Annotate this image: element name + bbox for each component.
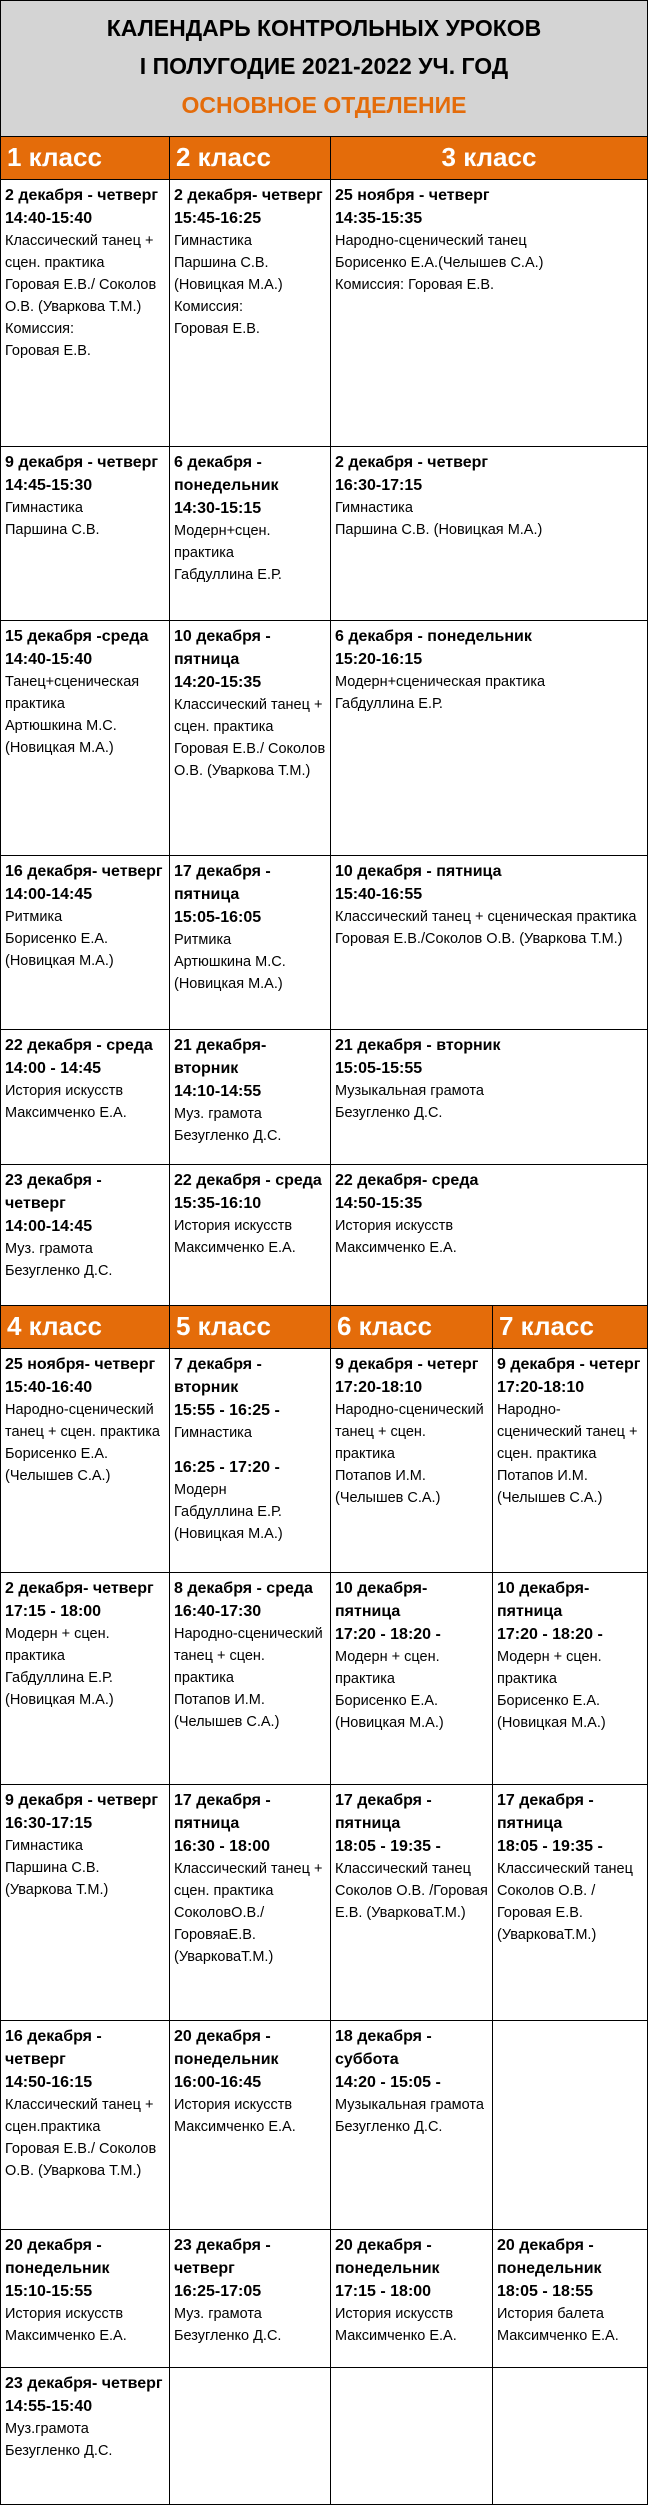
schedule-cell xyxy=(492,2020,648,2230)
exam-time: 18:05 - 19:35 - xyxy=(497,1838,603,1855)
column-header-4-class: 4 класс xyxy=(0,1305,170,1349)
schedule-cell xyxy=(169,1029,331,1165)
exam-details: Народно-сценический танец Борисенко Е.А.(Челышев С.А.) Комиссия: Горовая Е.В. xyxy=(335,233,544,293)
exam-date: 22 декабря - среда xyxy=(174,1172,322,1189)
exam-date: 7 декабря - вторник xyxy=(174,1356,262,1396)
schedule-cell xyxy=(0,446,170,621)
exam-time: 15:40-16:55 xyxy=(335,886,423,903)
exam-date: 20 декабря - понедельник xyxy=(497,2237,602,2277)
exam-time: 14:00 - 14:45 xyxy=(5,1060,102,1077)
schedule-cell xyxy=(330,620,648,856)
exam-date: 18 декабря - суббота xyxy=(335,2028,432,2068)
exam-time: 14:20-15:35 xyxy=(174,674,262,691)
exam-details: Ритмика Артюшкина М.С. (Новицкая М.А.) xyxy=(174,932,286,992)
schedule-cell xyxy=(169,1348,331,1573)
schedule-cell xyxy=(169,1572,331,1785)
exam-date: 20 декабря - понедельник xyxy=(5,2237,110,2277)
exam-time: 14:50-16:15 xyxy=(5,2074,93,2091)
schedule-cell xyxy=(0,2020,170,2230)
exam-date: 17 декабря - пятница xyxy=(174,863,271,903)
exam-details: Гимнастика Паршина С.В. (Уваркова Т.М.) xyxy=(5,1838,109,1898)
exam-date: 10 декабря- пятница xyxy=(497,1580,590,1620)
schedule-cell xyxy=(330,1572,493,1785)
exam-time: 15:10-15:55 xyxy=(5,2283,93,2300)
exam-details: Народно-сценический танец + сцен. практика Потапов И.М. (Челышев С.А.) xyxy=(174,1626,323,1730)
schedule-cell xyxy=(169,179,331,447)
exam-details: Муз. грамота Безугленко Д.С. xyxy=(174,2306,282,2344)
exam-details: Народно-сценический танец + сцен. практика Потапов И.М. (Челышев С.А.) xyxy=(335,1402,484,1506)
exam-date: 10 декабря - пятница xyxy=(174,628,271,668)
exam-details: История искусств Максимченко Е.А. xyxy=(174,2097,296,2135)
schedule-cell xyxy=(169,2020,331,2230)
exam-time: 14:45-15:30 xyxy=(5,477,93,494)
exam-details: Классический танец + сцен. практика СоколовО.В./ ГоровяаЕ.В. (УварковаТ.М.) xyxy=(174,1861,323,1965)
exam-details: Муз. грамота Безугленко Д.С. xyxy=(174,1106,282,1144)
exam-time: 17:15 - 18:00 xyxy=(335,2283,432,2300)
exam-time: 16:40-17:30 xyxy=(174,1603,262,1620)
exam-date: 16 декабря - четверг xyxy=(5,2028,102,2068)
schedule-cell xyxy=(0,2229,170,2368)
exam-date: 6 декабря - понедельник xyxy=(335,628,532,645)
schedule-cell xyxy=(492,2367,648,2505)
exam-details: Гимнастика Паршина С.В. (Новицкая М.А.) Комиссия: Горовая Е.В. xyxy=(174,233,283,337)
exam-date: 2 декабря- четверг xyxy=(174,187,323,204)
exam-date: 20 декабря - понедельник xyxy=(174,2028,279,2068)
exam-time: 17:20-18:10 xyxy=(497,1379,585,1396)
schedule-cell xyxy=(330,855,648,1030)
schedule-cell xyxy=(330,2020,493,2230)
schedule-cell xyxy=(0,1784,170,2021)
exam-time: 15:20-16:15 xyxy=(335,651,423,668)
exam-date: 9 декабря - четверг xyxy=(5,1792,159,1809)
schedule-cell xyxy=(0,1572,170,1785)
title-line-1: КАЛЕНДАРЬ КОНТРОЛЬНЫХ УРОКОВ xyxy=(106,15,542,41)
schedule-cell xyxy=(330,1029,648,1165)
schedule-cell xyxy=(169,620,331,856)
exam-date: 15 декабря -среда xyxy=(5,628,149,645)
exam-date: 8 декабря - среда xyxy=(174,1580,313,1597)
exam-time: 17:20 - 18:20 - xyxy=(497,1626,603,1643)
exam-date: 21 декабря - вторник xyxy=(335,1037,501,1054)
exam-details: История искусств Максимченко Е.А. xyxy=(335,2306,457,2344)
exam-time: 16:30 - 18:00 xyxy=(174,1838,271,1855)
column-header-1-class: 1 класс xyxy=(0,136,170,180)
exam-time: 14:55-15:40 xyxy=(5,2398,93,2415)
exam-date: 2 декабря - четверг xyxy=(335,454,489,471)
schedule-cell xyxy=(330,446,648,621)
exam-details: Классический танец + сцен. практика Горовая Е.В./ Соколов О.В. (Уваркова Т.М.) Комиссия: Горовая Е.В. xyxy=(5,233,157,359)
exam-time: 16:30-17:15 xyxy=(5,1815,93,1832)
exam-details: Муз. грамота Безугленко Д.С. xyxy=(5,1241,113,1279)
exam-details: Классический танец Соколов О.В. /Горовая Е.В. (УварковаТ.М.) xyxy=(335,1861,488,1921)
exam-time: 14:30-15:15 xyxy=(174,500,262,517)
column-header-2-class: 2 класс xyxy=(169,136,331,180)
schedule-cell xyxy=(330,1784,493,2021)
exam-time: 16:00-16:45 xyxy=(174,2074,262,2091)
exam-time: 14:40-15:40 xyxy=(5,651,93,668)
exam-time-2: 16:25 - 17:20 - xyxy=(174,1459,280,1476)
schedule-cell xyxy=(492,1572,648,1785)
exam-date: 17 декабря - пятница xyxy=(497,1792,594,1832)
schedule-cell xyxy=(0,1164,170,1306)
schedule-cell xyxy=(169,1164,331,1306)
exam-details: История искусств Максимченко Е.А. xyxy=(5,1083,127,1121)
exam-details: Муз.грамота Безугленко Д.С. xyxy=(5,2421,113,2459)
column-header-5-class: 5 класс xyxy=(169,1305,331,1349)
exam-details: Ритмика Борисенко Е.А. (Новицкая М.А.) xyxy=(5,909,114,969)
schedule-cell xyxy=(0,2367,170,2505)
exam-date: 9 декабря - четверг xyxy=(5,454,159,471)
exam-date: 10 декабря - пятница xyxy=(335,863,502,880)
exam-details: История искусств Максимченко Е.А. xyxy=(174,1218,296,1256)
column-header-6-class: 6 класс xyxy=(330,1305,493,1349)
schedule-cell xyxy=(330,1164,648,1306)
exam-time: 15:55 - 16:25 - xyxy=(174,1402,280,1419)
exam-time: 14:40-15:40 xyxy=(5,210,93,227)
schedule-cell xyxy=(330,2229,493,2368)
exam-time: 14:10-14:55 xyxy=(174,1083,262,1100)
exam-details: Гимнастика xyxy=(174,1425,252,1441)
schedule-cell xyxy=(330,2367,493,2505)
schedule-cell xyxy=(169,855,331,1030)
spacer xyxy=(174,1444,327,1456)
exam-date: 23 декабря - четверг xyxy=(5,1172,102,1212)
exam-time: 15:05-15:55 xyxy=(335,1060,423,1077)
exam-details: Модерн + сцен. практика Борисенко Е.А. (Новицкая М.А.) xyxy=(335,1649,444,1731)
exam-time: 14:50-15:35 xyxy=(335,1195,423,1212)
exam-date: 22 декабря- среда xyxy=(335,1172,479,1189)
schedule-cell xyxy=(492,2229,648,2368)
exam-time: 17:20 - 18:20 - xyxy=(335,1626,441,1643)
exam-date: 2 декабря - четверг xyxy=(5,187,159,204)
schedule-cell xyxy=(169,446,331,621)
schedule-cell xyxy=(0,179,170,447)
exam-details: Классический танец Соколов О.В. /Горовая Е.В. (УварковаТ.М.) xyxy=(497,1861,633,1943)
exam-details: Модерн + сцен. практика Габдуллина Е.Р. (Новицкая М.А.) xyxy=(5,1626,114,1708)
exam-time: 14:20 - 15:05 - xyxy=(335,2074,441,2091)
schedule-cell xyxy=(0,620,170,856)
exam-details: Модерн+сценическая практика Габдуллина Е.Р. xyxy=(335,674,546,712)
schedule-cell xyxy=(169,2367,331,2505)
exam-time: 15:40-16:40 xyxy=(5,1379,93,1396)
schedule-cell xyxy=(330,179,648,447)
column-header-7-class: 7 класс xyxy=(492,1305,648,1349)
exam-date: 16 декабря- четверг xyxy=(5,863,163,880)
exam-date: 9 декабря - четерг xyxy=(497,1356,641,1373)
exam-date: 6 декабря - понедельник xyxy=(174,454,279,494)
exam-details: История искусств Максимченко Е.А. xyxy=(335,1218,457,1256)
exam-date: 23 декабря - четверг xyxy=(174,2237,271,2277)
exam-details: Гимнастика Паршина С.В. (Новицкая М.А.) xyxy=(335,500,543,538)
exam-time: 18:05 - 18:55 xyxy=(497,2283,594,2300)
exam-time: 15:35-16:10 xyxy=(174,1195,262,1212)
exam-time: 17:20-18:10 xyxy=(335,1379,423,1396)
exam-date: 9 декабря - четерг xyxy=(335,1356,479,1373)
exam-details: Классический танец + сцен.практика Горовая Е.В./ Соколов О.В. (Уваркова Т.М.) xyxy=(5,2097,157,2179)
schedule-cell xyxy=(169,2229,331,2368)
exam-details: Танец+сценическая практика Артюшкина М.С. (Новицкая М.А.) xyxy=(5,674,140,756)
schedule-cell xyxy=(330,1348,493,1573)
exam-time: 14:35-15:35 xyxy=(335,210,423,227)
exam-details: Гимнастика Паршина С.В. xyxy=(5,500,100,538)
exam-date: 20 декабря - понедельник xyxy=(335,2237,440,2277)
exam-date: 17 декабря - пятница xyxy=(335,1792,432,1832)
title-line-2: I ПОЛУГОДИЕ 2021-2022 УЧ. ГОД xyxy=(139,53,509,79)
exam-details: Классический танец + сценическая практика Горовая Е.В./Соколов О.В. (Уваркова Т.М.) xyxy=(335,909,637,947)
exam-date: 2 декабря- четверг xyxy=(5,1580,154,1597)
exam-details: Модерн + сцен. практика Борисенко Е.А. (Новицкая М.А.) xyxy=(497,1649,606,1731)
exam-time: 15:05-16:05 xyxy=(174,909,262,926)
schedule-cell xyxy=(0,855,170,1030)
document-header xyxy=(0,0,648,136)
exam-details: История искусств Максимченко Е.А. xyxy=(5,2306,127,2344)
schedule-cell xyxy=(169,1784,331,2021)
exam-date: 21 декабря- вторник xyxy=(174,1037,267,1077)
exam-details: Музыкальная грамота Безугленко Д.С. xyxy=(335,1083,484,1121)
exam-details-2: Модерн Габдуллина Е.Р. (Новицкая М.А.) xyxy=(174,1482,283,1542)
exam-details: Народно-сценический танец + сцен. практика Потапов И.М. (Челышев С.А.) xyxy=(497,1402,638,1506)
exam-details: Модерн+сцен. практика Габдуллина Е.Р. xyxy=(174,523,282,583)
exam-time: 14:00-14:45 xyxy=(5,886,93,903)
exam-date: 25 ноября - четверг xyxy=(335,187,490,204)
exam-details: История балета Максимченко Е.А. xyxy=(497,2306,619,2344)
exam-time: 16:30-17:15 xyxy=(335,477,423,494)
subtitle-department: ОСНОВНОЕ ОТДЕЛЕНИЕ xyxy=(181,92,467,118)
column-header-3-class: 3 класс xyxy=(330,136,648,180)
exam-details: Народно-сценический танец + сцен. практика Борисенко Е.А. (Челышев С.А.) xyxy=(5,1402,160,1484)
schedule-cell xyxy=(0,1348,170,1573)
exam-date: 23 декабря- четверг xyxy=(5,2375,163,2392)
exam-date: 17 декабря - пятница xyxy=(174,1792,271,1832)
exam-time: 14:00-14:45 xyxy=(5,1218,93,1235)
exam-details: Классический танец + сцен. практика Горовая Е.В./ Соколов О.В. (Уваркова Т.М.) xyxy=(174,697,326,779)
exam-time: 16:25-17:05 xyxy=(174,2283,262,2300)
exam-time: 18:05 - 19:35 - xyxy=(335,1838,441,1855)
schedule-cell xyxy=(0,1029,170,1165)
exam-date: 22 декабря - среда xyxy=(5,1037,153,1054)
exam-date: 25 ноября- четверг xyxy=(5,1356,156,1373)
schedule-cell xyxy=(492,1784,648,2021)
exam-details: Музыкальная грамота Безугленко Д.С. xyxy=(335,2097,484,2135)
exam-time: 17:15 - 18:00 xyxy=(5,1603,102,1620)
exam-time: 15:45-16:25 xyxy=(174,210,262,227)
schedule-cell xyxy=(492,1348,648,1573)
exam-date: 10 декабря- пятница xyxy=(335,1580,428,1620)
